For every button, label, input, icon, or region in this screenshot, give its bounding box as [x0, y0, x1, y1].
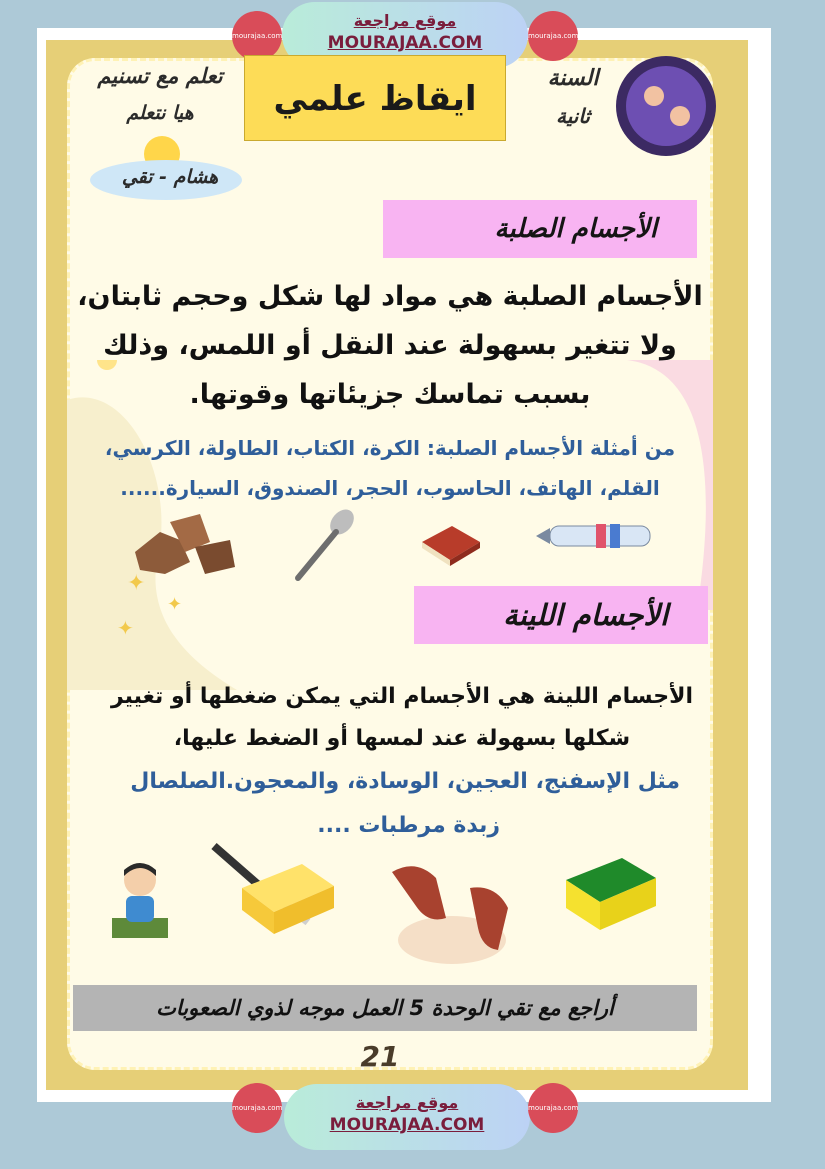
svg-text:✦: ✦ — [117, 616, 134, 640]
grade-value: ثانية — [556, 104, 590, 128]
rocks-icon — [130, 512, 238, 578]
site-logo-icon: mourajaa.com — [232, 11, 282, 61]
soft-definition: الأجسام اللينة هي الأجسام التي يمكن ضغطها أو تغيير شكلها بسهولة عند لمسها أو الضغط عليها، — [110, 684, 694, 751]
book-icon — [418, 522, 484, 568]
site-logo-icon: mourajaa.com — [528, 11, 578, 61]
section-heading-solid: الأجسام الصلبة — [383, 200, 697, 258]
channel-avatar-icon — [614, 54, 718, 158]
pen-icon — [536, 518, 656, 554]
site-logo-icon: mourajaa.com — [232, 1083, 282, 1133]
butter-icon — [208, 842, 338, 936]
soft-examples-line2: زبدة مرطبات .... — [317, 813, 500, 838]
child-clay-icon — [108, 858, 172, 942]
svg-text:✦: ✦ — [167, 594, 183, 615]
site-line2: MOURAJAA.COM — [327, 33, 483, 53]
footer-banner: أراجع مع تقي الوحدة 5 العمل موجه لذوي الصعوبات — [73, 985, 697, 1031]
solid-definition: الأجسام الصلبة هي مواد لها شكل وحجم ثابتان، ولا تتغير بسهولة عند النقل أو اللمس، وذلك بسبب تماسك جزيئاتها وقوتها. — [77, 281, 703, 410]
site-line1: موقع مراجعة — [355, 1093, 459, 1112]
site-line2: MOURAJAA.COM — [329, 1115, 485, 1135]
solid-examples: من أمثلة الأجسام الصلبة: الكرة، الكتاب، الطاولة، الكرسي، القلم، الهاتف، الحاسوب، الحجر، الصندوق، السيارة...... — [104, 436, 676, 500]
soft-examples-line1: مثل الإسفنج، العجين، الوسادة، والمعجون.الصلصال — [130, 769, 680, 794]
cloud-label: هشام - تقي — [121, 166, 219, 188]
sponge-icon — [562, 852, 660, 936]
section-heading-soft: الأجسام اللينة — [414, 586, 708, 644]
tagline-1: تعلم مع تسنيم — [97, 64, 223, 88]
dough-icon — [386, 858, 516, 968]
tagline-2: هيا نتعلم — [126, 102, 194, 124]
spoon-icon — [292, 508, 358, 584]
site-banner-bottom[interactable] — [284, 1084, 530, 1150]
svg-text:✦: ✦ — [127, 571, 146, 596]
site-line1: موقع مراجعة — [353, 11, 457, 30]
page-title: ايقاظ علمي — [244, 55, 506, 141]
site-logo-icon: mourajaa.com — [528, 1083, 578, 1133]
page-number: 21 — [360, 1040, 400, 1073]
grade-label: السنة — [547, 66, 599, 91]
